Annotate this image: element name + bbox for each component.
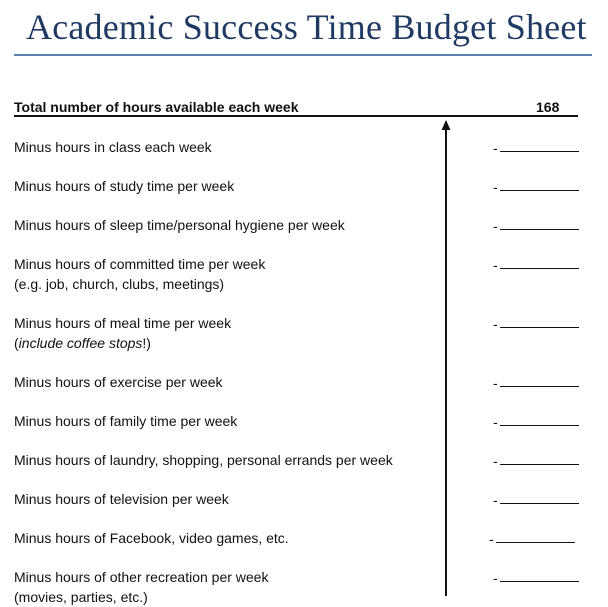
minus-sign: - xyxy=(493,570,498,586)
answer-line xyxy=(500,581,579,582)
answer-line xyxy=(500,425,579,426)
list-item xyxy=(14,528,289,548)
list-item xyxy=(14,215,345,235)
item-label: Minus hours of sleep time/personal hygiene per week xyxy=(14,217,345,233)
minus-sign: - xyxy=(493,218,498,234)
list-item xyxy=(14,489,229,509)
answer-line xyxy=(496,542,575,543)
minus-sign: - xyxy=(493,375,498,391)
list-item xyxy=(14,411,237,431)
item-label: Minus hours of family time per week xyxy=(14,413,238,429)
item-label: Minus hours of Facebook, video games, etc. xyxy=(14,530,289,546)
minus-sign: - xyxy=(493,316,498,332)
up-arrow-icon xyxy=(440,120,452,596)
minus-sign: - xyxy=(493,257,498,273)
answer-line xyxy=(500,503,579,504)
list-item xyxy=(14,176,234,196)
document-title: Academic Success Time Budget Sheet xyxy=(26,7,587,47)
minus-sign: - xyxy=(493,140,498,156)
list-item xyxy=(14,567,268,607)
answer-line xyxy=(500,386,579,387)
total-hours-value: 168 xyxy=(536,99,560,115)
total-hours-rule xyxy=(14,115,578,117)
item-label: Minus hours of study time per week xyxy=(14,178,235,194)
answer-line xyxy=(500,268,579,269)
sub-close: !) xyxy=(142,335,151,351)
minus-sign: - xyxy=(493,179,498,195)
title-underline xyxy=(14,54,592,56)
sub-italic: include coffee stops xyxy=(18,335,143,351)
item-label: Minus hours of exercise per week xyxy=(14,374,223,390)
item-sublabel: (e.g. job, church, clubs, meetings) xyxy=(14,276,225,292)
minus-sign: - xyxy=(493,492,498,508)
sub-open: ( xyxy=(14,335,19,351)
item-label: Minus hours of television per week xyxy=(14,491,229,507)
minus-sign: - xyxy=(493,414,498,430)
answer-line xyxy=(500,327,579,328)
list-item xyxy=(14,137,212,157)
item-label: Minus hours in class each week xyxy=(14,139,212,155)
item-label: Minus hours of laundry, shopping, personal errands per week xyxy=(14,452,393,468)
answer-line xyxy=(500,190,579,191)
item-label: Minus hours of meal time per week xyxy=(14,315,232,331)
item-sublabel: (movies, parties, etc.) xyxy=(14,589,148,605)
answer-line xyxy=(500,464,579,465)
minus-sign: - xyxy=(493,453,498,469)
total-hours-label: Total number of hours available each week xyxy=(14,99,299,115)
list-item xyxy=(14,313,231,353)
answer-line xyxy=(500,229,579,230)
item-label: Minus hours of committed time per week xyxy=(14,256,266,272)
item-sublabel xyxy=(14,333,231,353)
list-item xyxy=(14,254,265,294)
list-item xyxy=(14,372,223,392)
minus-sign: - xyxy=(489,531,494,547)
item-label: Minus hours of other recreation per week xyxy=(14,569,269,585)
list-item xyxy=(14,450,393,470)
answer-line xyxy=(500,151,579,152)
